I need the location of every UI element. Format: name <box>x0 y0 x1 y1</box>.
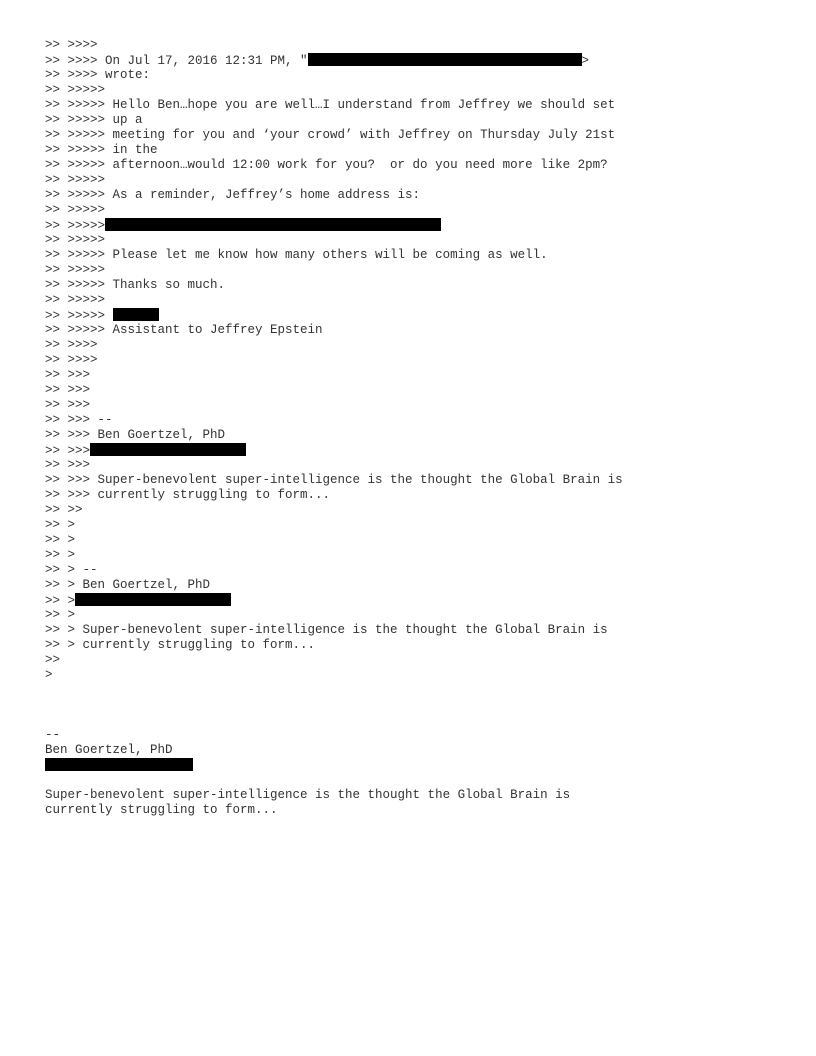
email-line <box>45 578 785 593</box>
email-line <box>45 428 785 443</box>
email-line <box>45 293 785 308</box>
redaction-block <box>45 758 193 771</box>
email-line <box>45 533 785 548</box>
email-line <box>45 248 785 263</box>
email-line <box>45 188 785 203</box>
redaction-block <box>308 53 582 66</box>
email-line <box>45 803 785 818</box>
email-line-text: >> <box>45 653 61 667</box>
email-line <box>45 353 785 368</box>
email-line-text: >> > -- <box>45 563 98 577</box>
email-line <box>45 788 785 803</box>
email-line-text: >> > <box>45 548 76 562</box>
email-line <box>45 173 785 188</box>
email-line-text: >> >> <box>45 503 83 517</box>
email-line <box>45 518 785 533</box>
email-line-text: >> > <box>45 518 76 532</box>
email-line <box>45 143 785 158</box>
email-line-text: Super-benevolent super-intelligence is the thought the Global Brain is <box>45 788 571 802</box>
email-line <box>45 383 785 398</box>
redaction-block <box>90 443 246 456</box>
email-line-text: >> >>>>> Hello Ben…hope you are well…I understand from Jeffrey we should set <box>45 98 616 112</box>
email-line <box>45 728 785 743</box>
email-line-text: >> >>>>> <box>45 219 106 233</box>
email-line-text: >> >>> -- <box>45 413 113 427</box>
redaction-block <box>113 308 159 321</box>
email-line <box>45 203 785 218</box>
email-line <box>45 458 785 473</box>
email-line-text: >> >>> <box>45 383 91 397</box>
email-line <box>45 263 785 278</box>
email-line <box>45 53 785 68</box>
email-line-text: >> >>> <box>45 368 91 382</box>
email-line <box>45 713 785 728</box>
email-line-text: >> >>>>> <box>45 263 106 277</box>
email-line-text: > <box>45 668 53 682</box>
email-line-text: >> >>> <box>45 398 91 412</box>
email-line <box>45 158 785 173</box>
redaction-block <box>75 593 231 606</box>
email-line-text: >> > currently struggling to form... <box>45 638 316 652</box>
email-line-text: >> >>> <box>45 444 91 458</box>
email-line-text: >> > Ben Goertzel, PhD <box>45 578 211 592</box>
email-line-text: >> >>>>> <box>45 309 113 323</box>
email-line-text: >> >>>>> meeting for you and ‘your crowd’ with Jeffrey on Thursday July 21st <box>45 128 616 142</box>
email-line <box>45 233 785 248</box>
email-line <box>45 83 785 98</box>
email-line-text: >> > <box>45 533 76 547</box>
email-line <box>45 503 785 518</box>
email-line <box>45 683 785 698</box>
email-line <box>45 443 785 458</box>
email-line-text: >> > <box>45 608 76 622</box>
email-line <box>45 323 785 338</box>
email-line-text: >> >>>> <box>45 353 98 367</box>
email-line <box>45 608 785 623</box>
email-line-text: >> >>>>> <box>45 233 106 247</box>
email-line <box>45 758 785 773</box>
email-line-text: >> >>>>> afternoon…would 12:00 work for you? or do you need more like 2pm? <box>45 158 608 172</box>
email-line-tail: > <box>581 54 590 68</box>
email-line-text: >> >>>>> Assistant to Jeffrey Epstein <box>45 323 323 337</box>
email-line-text: >> >>> Super-benevolent super-intelligence is the thought the Global Brain is <box>45 473 623 487</box>
email-line <box>45 563 785 578</box>
email-line <box>45 698 785 713</box>
email-line <box>45 38 785 53</box>
email-line-text: >> >>> currently struggling to form... <box>45 488 331 502</box>
email-line <box>45 308 785 323</box>
email-line-text: >> >>>>> <box>45 293 106 307</box>
email-line-text: >> >>> Ben Goertzel, PhD <box>45 428 226 442</box>
email-line <box>45 473 785 488</box>
email-line-text: >> >>>>> Please let me know how many others will be coming as well. <box>45 248 548 262</box>
email-line <box>45 398 785 413</box>
email-line <box>45 278 785 293</box>
email-line <box>45 593 785 608</box>
email-line-text: >> >>>>> <box>45 203 106 217</box>
email-body <box>45 38 785 818</box>
email-line-text: >> >>>> wrote: <box>45 68 151 82</box>
email-line <box>45 98 785 113</box>
email-line-text: >> >>>> On Jul 17, 2016 12:31 PM, " <box>45 54 308 68</box>
email-line-text: -- <box>45 728 61 742</box>
email-line <box>45 653 785 668</box>
email-line-text: >> >>>> <box>45 338 98 352</box>
email-line-text: >> >>>>> <box>45 173 106 187</box>
email-line-text: Ben Goertzel, PhD <box>45 743 173 757</box>
email-line-text: >> > Super-benevolent super-intelligence is the thought the Global Brain is <box>45 623 608 637</box>
email-line-text: >> >>>>> up a <box>45 113 143 127</box>
email-line <box>45 548 785 563</box>
email-line-text: >> >>> <box>45 458 91 472</box>
email-line <box>45 368 785 383</box>
email-line-text: currently struggling to form... <box>45 803 278 817</box>
email-line-text: >> >>>>> Thanks so much. <box>45 278 226 292</box>
email-line <box>45 668 785 683</box>
email-line-text: >> >>>> <box>45 38 98 52</box>
email-line <box>45 338 785 353</box>
email-line <box>45 623 785 638</box>
email-line <box>45 68 785 83</box>
redaction-block <box>105 218 441 231</box>
email-line-text: >> >>>>> As a reminder, Jeffrey’s home address is: <box>45 188 421 202</box>
email-line <box>45 488 785 503</box>
email-line-text: >> > <box>45 594 76 608</box>
email-line <box>45 743 785 758</box>
email-line <box>45 128 785 143</box>
email-line <box>45 218 785 233</box>
email-line <box>45 113 785 128</box>
email-line <box>45 773 785 788</box>
email-line <box>45 638 785 653</box>
email-line <box>45 413 785 428</box>
email-line-text: >> >>>>> <box>45 83 106 97</box>
email-line-text: >> >>>>> in the <box>45 143 158 157</box>
